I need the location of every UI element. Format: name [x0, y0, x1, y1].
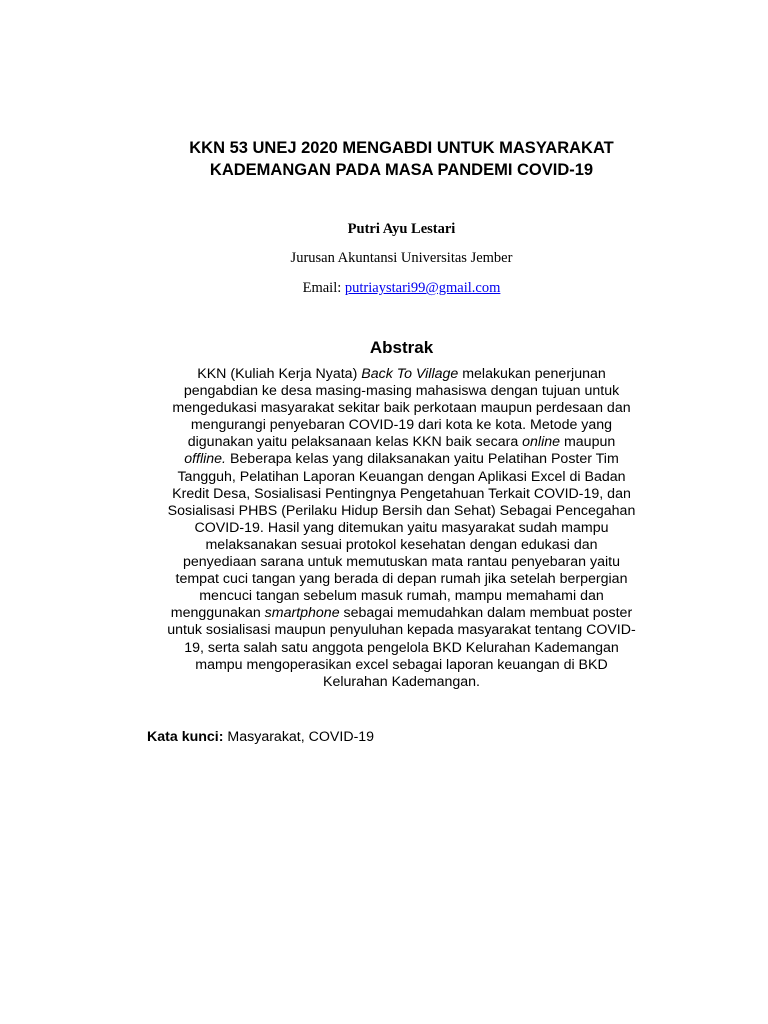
abstract-text: digunakan yaitu pelaksanaan kelas KKN baik secara: [187, 434, 523, 451]
abstract-line: [140, 554, 663, 571]
abstract-text: maupun: [560, 434, 616, 451]
abstract-line: [140, 605, 663, 622]
keywords-value: Masyarakat, COVID-19: [223, 729, 375, 745]
abstract-line: [140, 434, 663, 451]
abstract-text: Sosialisasi PHBS (Perilaku Hidup Bersih dan Sehat) Sebagai Pencegahan: [167, 502, 636, 519]
abstract-italic-term: Back To Village: [361, 366, 459, 382]
abstract-text: COVID-19. Hasil yang ditemukan yaitu masyarakat sudah mampu: [194, 519, 609, 536]
abstract-body: [140, 366, 663, 691]
abstract-line: [140, 588, 663, 605]
abstract-line: [140, 383, 663, 400]
abstract-text: sebagai memudahkan dalam membuat poster: [339, 605, 633, 622]
abstract-text: KKN (Kuliah Kerja Nyata): [197, 366, 362, 382]
abstract-line: [140, 520, 663, 537]
abstract-text: 19, serta salah satu anggota pengelola BKD Kelurahan Kademangan: [184, 639, 619, 656]
abstract-line: [140, 400, 663, 417]
abstract-text: menggunakan: [170, 605, 265, 622]
abstract-line: [140, 657, 663, 674]
abstract-line: [140, 366, 663, 383]
abstract-text: pengabdian ke desa masing-masing mahasiswa dengan tujuan untuk: [183, 383, 620, 400]
abstract-line: [140, 451, 663, 468]
abstract-text: Beberapa kelas yang dilaksanakan yaitu Pelatihan Poster Tim: [226, 451, 619, 468]
abstract-line: [140, 417, 663, 434]
abstract-line: [140, 469, 663, 486]
abstract-heading: Abstrak: [369, 338, 434, 357]
abstract-line: [140, 674, 663, 691]
abstract-line: [140, 571, 663, 588]
abstract-line: [140, 486, 663, 503]
abstract-line: [140, 503, 663, 520]
abstract-text: mampu mengoperasikan excel sebagai laporan keuangan di BKD: [195, 656, 608, 673]
abstract-italic-term: smartphone: [264, 605, 340, 622]
abstract-text: tempat cuci tangan yang berada di depan rumah jika setelah berpergian: [175, 571, 628, 588]
abstract-text: Kredit Desa, Sosialisasi Pentingnya Pengetahuan Terkait COVID-19, dan: [172, 485, 631, 502]
abstract-italic-term: online: [522, 434, 561, 451]
email-label: Email:: [302, 280, 345, 296]
keywords-label: Kata kunci:: [147, 729, 224, 745]
abstract-text: untuk sosialisasi maupun penyuluhan kepada masyarakat tentang COVID-: [167, 622, 636, 639]
abstract-text: melaksanakan sesuai protokol kesehatan dengan edukasi dan: [205, 536, 598, 553]
abstract-text: Kelurahan Kademangan.: [323, 673, 480, 690]
abstract-text: mencuci tangan sebelum masuk rumah, mampu memahami dan: [199, 588, 604, 605]
author-name: Putri Ayu Lestari: [347, 221, 456, 237]
title-line-2: KADEMANGAN PADA MASA PANDEMI COVID-19: [209, 161, 594, 179]
title-line-1: KKN 53 UNEJ 2020 MENGABDI UNTUK MASYARAKAT: [189, 139, 614, 157]
abstract-line: [140, 622, 663, 639]
abstract-italic-term: offline.: [184, 451, 227, 468]
abstract-text: Tangguh, Pelatihan Laporan Keuangan dengan Aplikasi Excel di Badan: [177, 468, 626, 485]
abstract-text: mengurangi penyebaran COVID-19 dari kota ke kota. Metode yang: [190, 417, 613, 434]
abstract-text: penyediaan sarana untuk memutuskan mata rantau penyebaran yaitu: [183, 554, 620, 571]
abstract-text: melakukan penerjunan: [458, 366, 606, 382]
author-email: [120, 279, 683, 297]
email-link[interactable]: putriaystari99@gmail.com: [344, 280, 501, 296]
author-affiliation: Jurusan Akuntansi Universitas Jember: [290, 250, 513, 266]
abstract-text: mengedukasi masyarakat sekitar baik perkotaan maupun perdesaan dan: [172, 400, 631, 417]
abstract-line: [140, 537, 663, 554]
paper-title: [120, 137, 683, 181]
abstract-line: [140, 640, 663, 657]
keywords: [147, 728, 374, 746]
